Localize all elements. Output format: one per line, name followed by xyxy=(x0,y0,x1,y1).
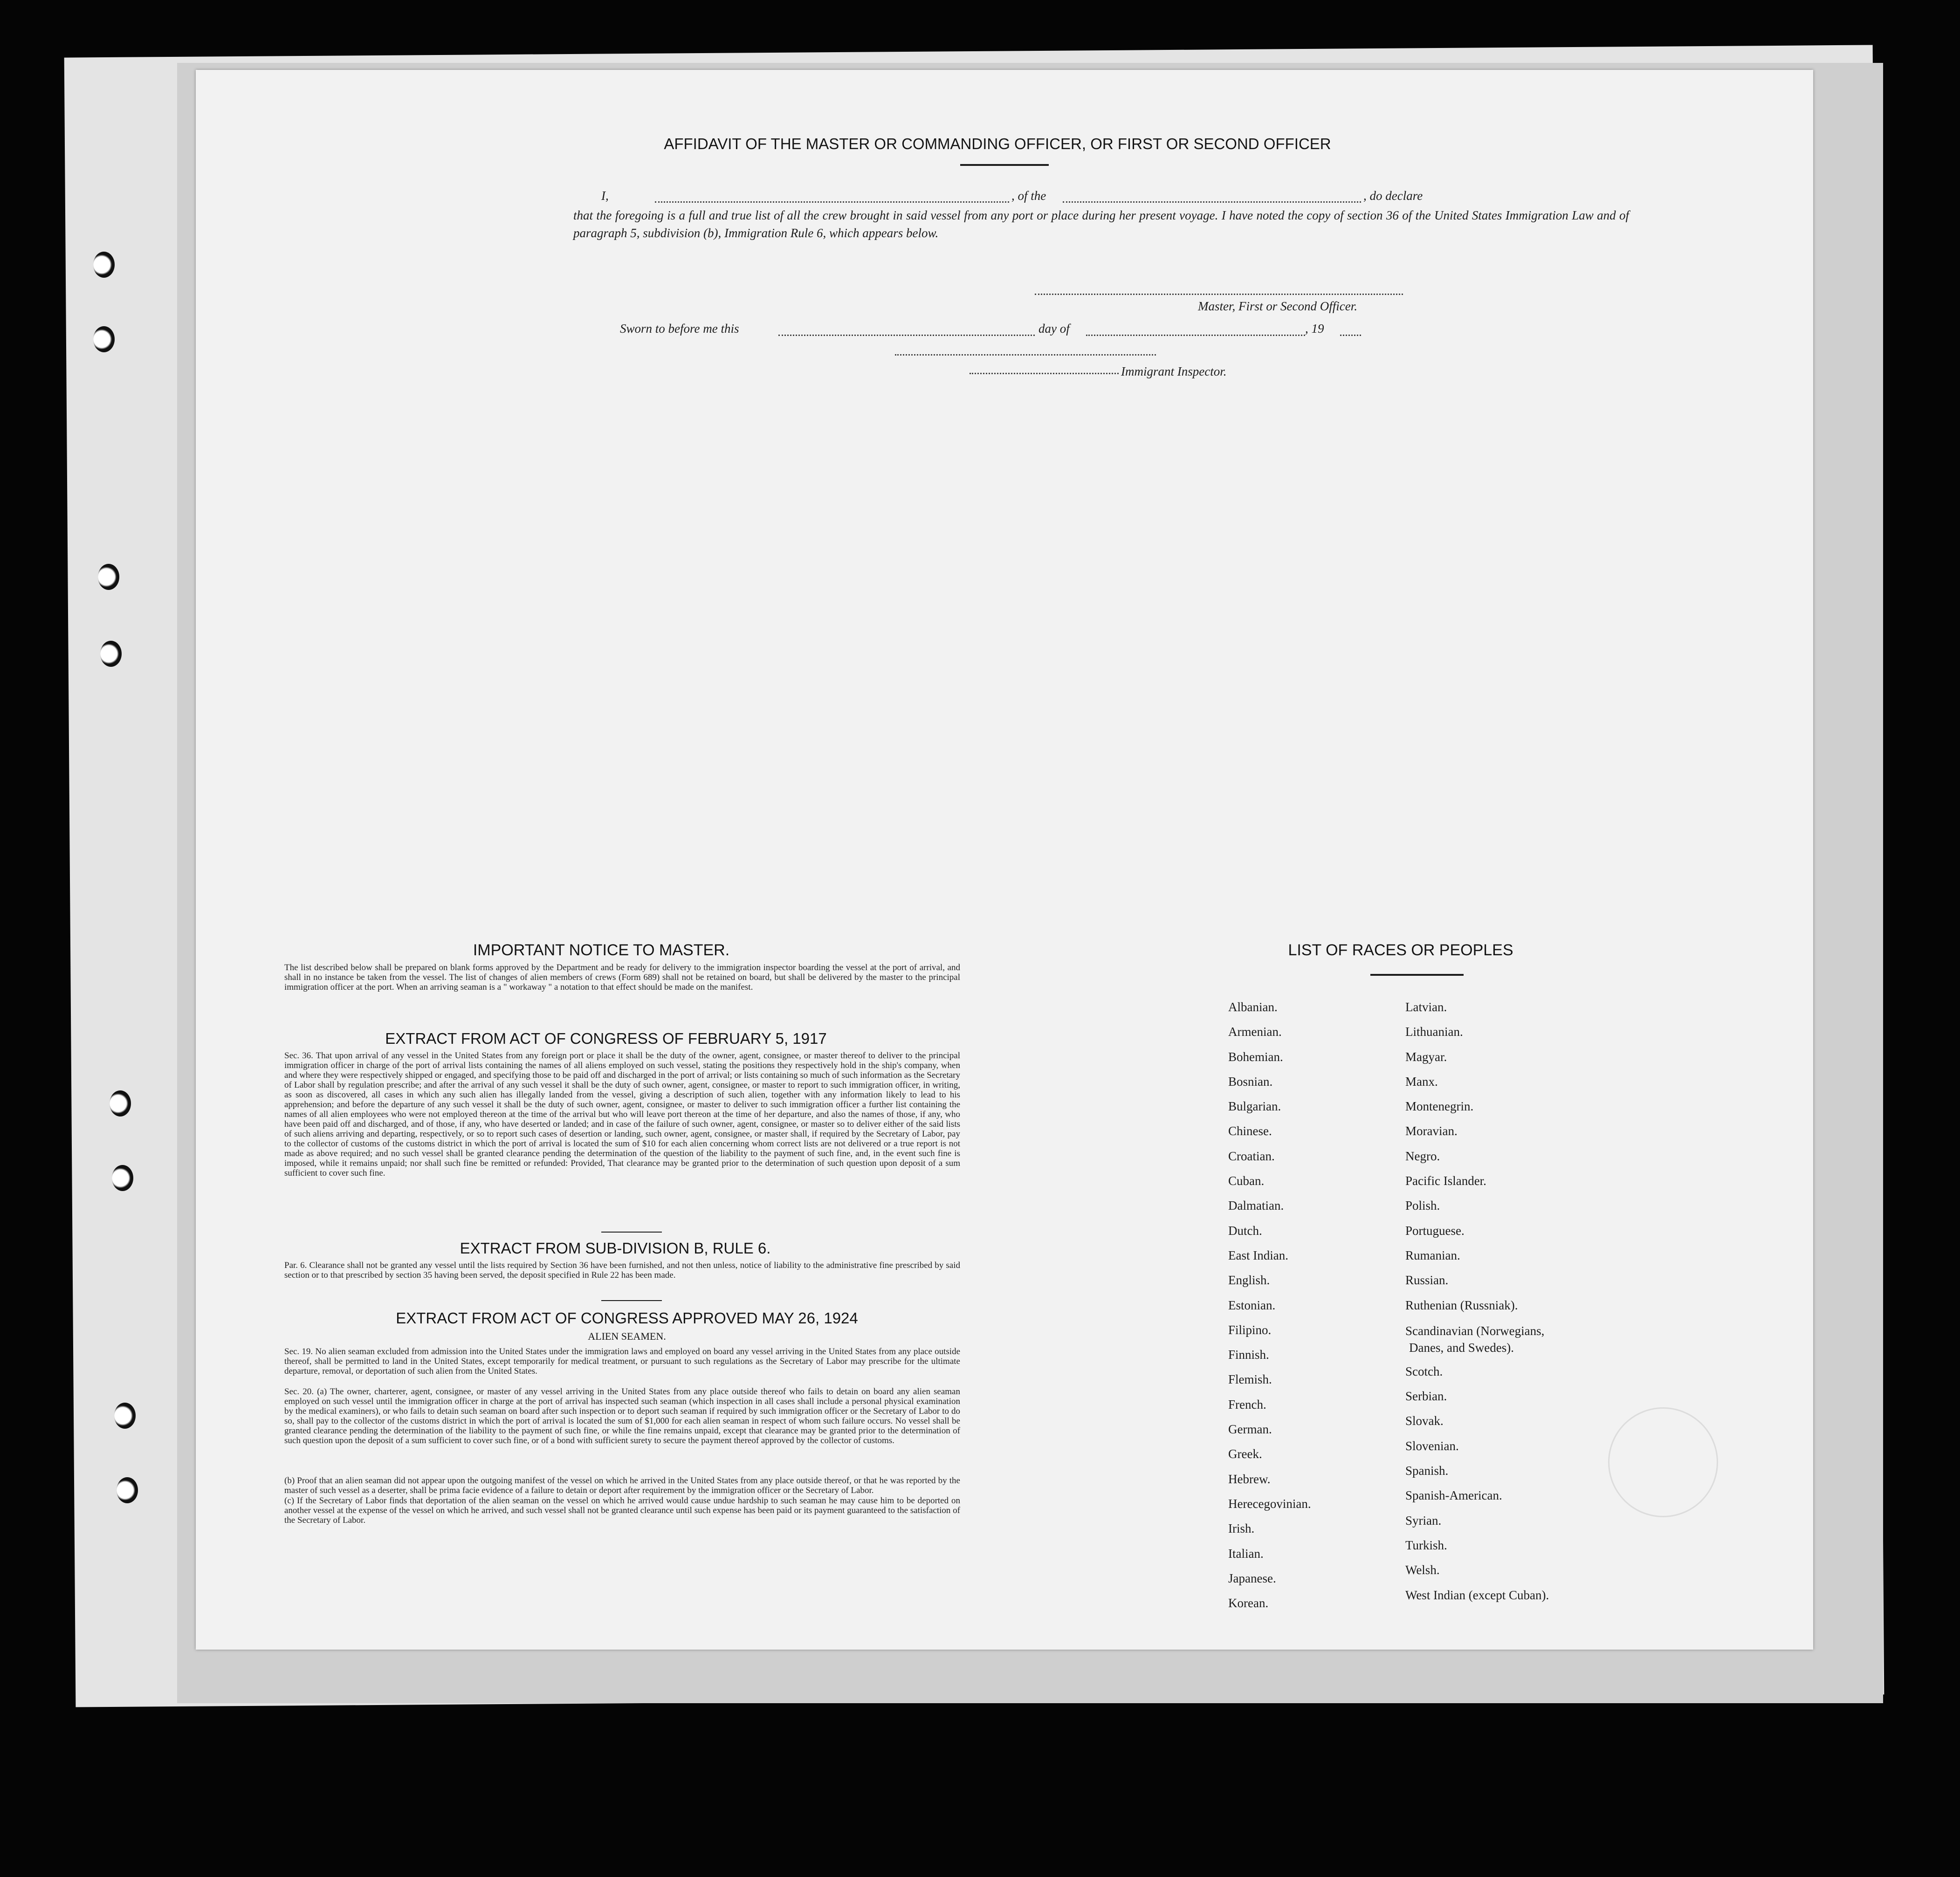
race-item: Welsh. xyxy=(1405,1563,1440,1577)
race-item: Ruthenian (Russniak). xyxy=(1405,1298,1518,1312)
race-item: Armenian. xyxy=(1228,1025,1282,1039)
of-the-label: , of the xyxy=(1011,189,1046,203)
race-item: Dalmatian. xyxy=(1228,1199,1284,1213)
race-item: German. xyxy=(1228,1422,1272,1437)
affidavit-title: AFFIDAVIT OF THE MASTER OR COMMANDING OFFICER, OR FIRST OR SECOND OFFICER xyxy=(664,135,1331,152)
race-item: Negro. xyxy=(1405,1149,1440,1163)
inspector-line-top[interactable] xyxy=(895,354,1156,356)
binder-hole xyxy=(100,641,122,667)
faint-stamp xyxy=(1608,1407,1718,1517)
race-item: Polish. xyxy=(1405,1199,1440,1213)
races-title: LIST OF RACES OR PEOPLES xyxy=(1288,941,1513,959)
race-item: Croatian. xyxy=(1228,1149,1275,1163)
day-of-label: day of xyxy=(1038,322,1070,336)
race-item: East Indian. xyxy=(1228,1248,1288,1262)
extract-1917-title: EXTRACT FROM ACT OF CONGRESS OF FEBRUARY 5, 1917 xyxy=(385,1030,827,1047)
race-item: Manx. xyxy=(1405,1074,1438,1089)
race-item: Bosnian. xyxy=(1228,1074,1273,1089)
race-item: West Indian (except Cuban). xyxy=(1405,1588,1549,1602)
race-item: Estonian. xyxy=(1228,1298,1276,1312)
race-item: Korean. xyxy=(1228,1596,1269,1610)
race-item: Chinese. xyxy=(1228,1124,1272,1138)
extract-rule6-title: EXTRACT FROM SUB-DIVISION B, RULE 6. xyxy=(460,1240,771,1257)
binder-hole xyxy=(98,564,119,590)
race-item: Italian. xyxy=(1228,1546,1264,1561)
extract-rule6-rule xyxy=(601,1300,662,1301)
form-page xyxy=(196,70,1813,1650)
inspector-signature-field[interactable] xyxy=(970,373,1119,374)
race-item: Lithuanian. xyxy=(1405,1025,1463,1039)
binder-hole xyxy=(110,1090,131,1117)
extract-1924-sec20a: Sec. 20. (a) The owner, charterer, agent, consignee, or master of any vessel arriving in the United States from any place outside thereof who fails to detain on board any alien seaman employed on such vessel until the immigration officer in charge at the port of arrival has inspected such seaman (which inspection in all cases shall include a personal physical examination by the medical examiners), or who fails to detain such seaman on board after such inspection or to deport such seaman if required by such immigration officer or the Secretary of Labor to do so, shall pay to the collector of the customs district in which the port of arrival is located the sum of $1,000 for each alien seaman in respect of whom such failure occurs. No vessel shall be granted clearance pending the determination of the liability to the payment of such fine, or while the fine remains unpaid, except that clearance may be granted prior to the determination of such question upon the deposit of a sum sufficient to cover such fine, or of a bond with sufficient surety to secure the payment thereof approved by the collector of customs. xyxy=(284,1387,960,1445)
race-item: Cuban. xyxy=(1228,1174,1265,1188)
race-item: Spanish. xyxy=(1405,1464,1449,1478)
race-item: Spanish-American. xyxy=(1405,1488,1502,1503)
race-item: Slovak. xyxy=(1405,1414,1444,1428)
affidavit-body: that the foregoing is a full and true list of all the crew brought in said vessel from any port or place during her present voyage. I have noted the copy of section 36 of the United States Immigration Law and of paragraph 5, subdivision (b), Immigration Rule 6, which appears below. xyxy=(573,208,1629,240)
race-item: Greek. xyxy=(1228,1447,1262,1461)
extract-1917-body: Sec. 36. That upon arrival of any vessel in the United States from any foreign port or place it shall be the duty of the owner, agent, consignee, or master thereof to deliver to the principal immigration officer in charge of the port of arrival lists containing the names of all aliens employed on such vessel, stating the positions they respectively hold in the ship's company, when and where they were respectively shipped or engaged, and specifying those to be paid off and discharged in the port of arrival; or lists containing so much of such information as the Secretary of Labor shall by regulation prescribe; and after the arrival of any such vessel it shall be the duty of such owner, agent, consignee, or master to report to such immigration officer, in writing, as soon as discovered, all cases in which any such alien has illegally landed from the vessel, giving a description of such alien, together with any information likely to lead to his apprehension; and before the departure of any such vessel it shall be the duty of such owner, agent, consignee, or master to deliver to such immigration officer a further list containing the names of all alien employees who were not employed thereon at the time of the arrival but who will leave port thereon at the time of her departure, and also the names of those, if any, who have been paid off and discharged, and of those, if any, who have deserted or landed; and in case of the failure of such owner, agent, consignee, or master so to deliver either of the said lists of such aliens arriving and departing, respectively, or so to report such cases of desertion or landing, such owner, agent, consignee, or master shall, if required by the Secretary of Labor, pay to the collector of customs of the customs district in which the port of arrival is located the sum of $10 for each alien concerning whom correct lists are not delivered or a true report is not made as above required; and no such vessel shall be granted clearance pending the determination of the question of the liability to the payment of such fine, and, in the event such fine is imposed, while it remains unpaid; nor shall such fine be remitted or refunded: Provided, That clearance may be granted prior to the determination of such question upon deposit of a sum sufficient to cover such fine. xyxy=(284,1051,960,1178)
race-item: Turkish. xyxy=(1405,1538,1447,1552)
notice-title: IMPORTANT NOTICE TO MASTER. xyxy=(473,941,730,959)
race-item: Hebrew. xyxy=(1228,1472,1271,1486)
race-item: Pacific Islander. xyxy=(1405,1174,1486,1188)
race-item: Russian. xyxy=(1405,1273,1449,1288)
extract-1917-rule xyxy=(601,1232,662,1233)
race-item: Syrian. xyxy=(1405,1513,1442,1528)
signature-label: Master, First or Second Officer. xyxy=(1198,299,1357,313)
race-item: Magyar. xyxy=(1405,1049,1447,1064)
race-item: Portuguese. xyxy=(1405,1223,1465,1238)
race-item: French. xyxy=(1228,1397,1266,1411)
sworn-month-field[interactable] xyxy=(1086,335,1305,336)
race-item: English. xyxy=(1228,1273,1270,1288)
race-item: Irish. xyxy=(1228,1521,1255,1536)
race-item: Scotch. xyxy=(1405,1364,1443,1378)
binder-hole xyxy=(117,1477,138,1503)
year-prefix-label: , 19 xyxy=(1305,322,1324,336)
inspector-label: Immigrant Inspector. xyxy=(1121,364,1227,378)
affidavit-title-rule xyxy=(960,164,1049,166)
binder-hole xyxy=(93,326,115,352)
race-item: Bohemian. xyxy=(1228,1049,1283,1064)
race-item: Danes, and Swedes). xyxy=(1409,1340,1514,1355)
extract-1924-sec20b: (b) Proof that an alien seaman did not appear upon the outgoing manifest of the vessel on which he arrived in the United States from any place outside thereof, or that he was reported by the master of such vessel as a deserter, shall be prima facie evidence of a failure to detain or deport after requirement by the immigration officer or the Secretary of Labor. xyxy=(284,1476,960,1495)
race-item: Latvian. xyxy=(1405,1000,1447,1014)
extract-1924-sec19: Sec. 19. No alien seaman excluded from admission into the United States under the immigration laws and employed on board any vessel arriving in the United States from any place outside thereof, shall be permitted to land in the United States, except temporarily for medical treatment, or pursuant to such regulations as the Secretary of Labor may prescribe for the ultimate departure, removal, or deportation of such alien from the United States. xyxy=(284,1347,960,1376)
name-field[interactable] xyxy=(655,201,1009,203)
do-declare-label: , do declare xyxy=(1363,189,1423,203)
race-item: Albanian. xyxy=(1228,1000,1278,1014)
race-item: Scandinavian (Norwegians, xyxy=(1405,1323,1545,1338)
race-item: Japanese. xyxy=(1228,1571,1276,1585)
race-item: Flemish. xyxy=(1228,1372,1272,1387)
race-item: Finnish. xyxy=(1228,1348,1269,1362)
i-label: I, xyxy=(601,189,609,203)
race-item: Moravian. xyxy=(1405,1124,1458,1138)
extract-1924-sec20c: (c) If the Secretary of Labor finds that deportation of the alien seaman on the vessel on which he arrived would cause undue hardship to such seaman he may cause him to be deported on another vessel at the expense of the vessel on which he arrived, and such vessel shall not be granted clearance until such expense has been paid or its payment guaranteed to the satisfaction of the Secretary of Labor. xyxy=(284,1496,960,1525)
race-item: Herecegovinian. xyxy=(1228,1496,1311,1511)
race-item: Dutch. xyxy=(1228,1223,1262,1238)
race-item: Slovenian. xyxy=(1405,1439,1459,1453)
binder-hole xyxy=(114,1403,136,1429)
sworn-day-field[interactable] xyxy=(778,335,1035,336)
race-item: Rumanian. xyxy=(1405,1248,1460,1262)
race-item: Bulgarian. xyxy=(1228,1099,1281,1114)
vessel-field[interactable] xyxy=(1063,201,1361,203)
extract-1924-subtitle: ALIEN SEAMEN. xyxy=(588,1330,666,1342)
races-title-rule xyxy=(1370,974,1464,976)
race-item: Montenegrin. xyxy=(1405,1099,1474,1114)
notice-body: The list described below shall be prepared on blank forms approved by the Department and be ready for delivery to the immigration inspector boarding the vessel at the port of arrival, and shall in no instance be taken from the vessel. The list of changes of alien members of crews (Form 689) shall not be retained on board, but shall be delivered by the master to the principal immigration officer at the port. When an arriving seaman is a " workaway " a notation to that effect should be made on the manifest. xyxy=(284,963,960,992)
binder-hole xyxy=(112,1165,133,1191)
signature-field[interactable] xyxy=(1035,294,1403,295)
sworn-label: Sworn to before me this xyxy=(620,322,739,336)
sworn-year-field[interactable] xyxy=(1340,335,1361,336)
binder-hole xyxy=(93,252,115,278)
race-item: Filipino. xyxy=(1228,1322,1272,1337)
extract-1924-title: EXTRACT FROM ACT OF CONGRESS APPROVED MAY 26, 1924 xyxy=(396,1309,858,1327)
extract-rule6-body: Par. 6. Clearance shall not be granted any vessel until the lists required by Section 36 have been furnished, and not then unless, notice of liability to the administrative fine prescribed by said section or to that prescribed by section 35 having been served, the deposit specified in Rule 22 has been made. xyxy=(284,1260,960,1280)
races-column-1 xyxy=(1228,995,1311,1616)
races-column-2 xyxy=(1405,995,1549,1608)
race-item: Serbian. xyxy=(1405,1389,1447,1404)
